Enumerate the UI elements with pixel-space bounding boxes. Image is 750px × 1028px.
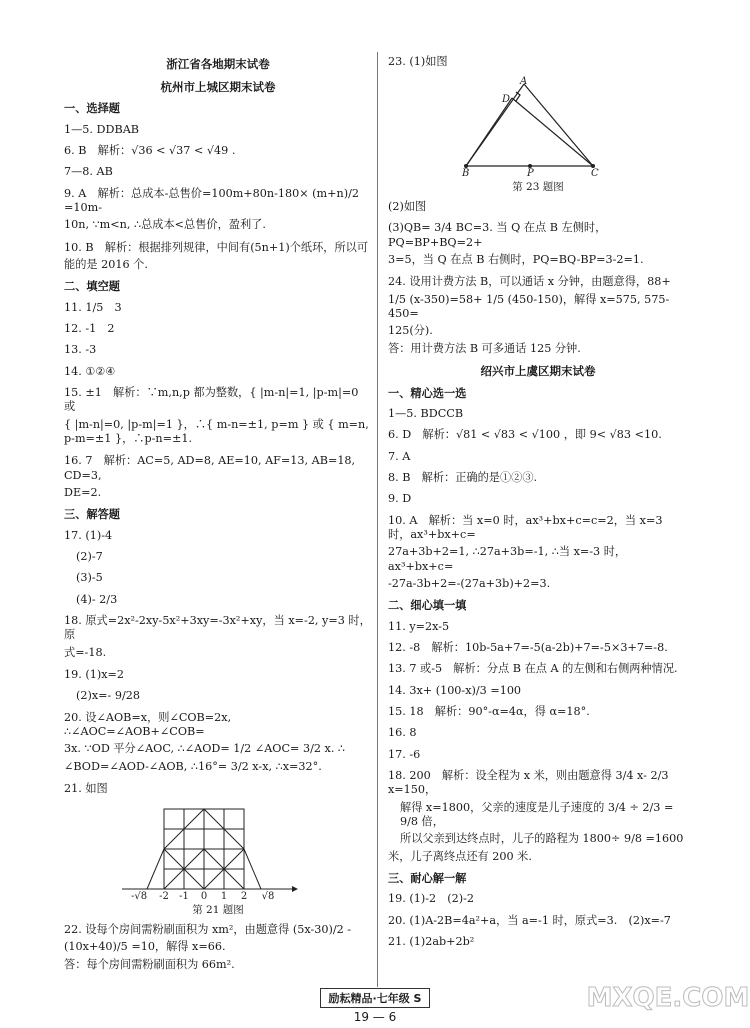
answer-10-line2: 能的是 2016 个. (64, 258, 148, 272)
fig21-label-neg2: -2 (159, 891, 169, 903)
fig23-label-D: D (502, 94, 511, 106)
answer-16-line1: 16. 7 解析：AC=5, AD=8, AE=10, AF=13, AB=18, CD=3, (64, 454, 356, 482)
figure-23 (388, 76, 688, 180)
answer-9-line1: 9. A 解析：总成本-总售价=100m+80n-180× (m+n)/2 =10m- (64, 186, 359, 215)
fig21-label-0: 0 (200, 891, 208, 903)
answer-16 (64, 454, 372, 500)
answer-15 (64, 386, 372, 446)
answer-s-19: 19. (1)-2 (2)-2 (388, 892, 475, 906)
answer-19-1: 19. (1)x=2 (64, 667, 124, 681)
answer-9-line2: 10n, ∵m<n, ∴总成本<总售价，盈利了. (64, 218, 266, 232)
answer-22 (64, 923, 372, 972)
answer-24-line3: 125(分). (388, 324, 433, 338)
fig21-label-2: 2 (240, 891, 248, 903)
left-column (64, 55, 372, 980)
answer-s-18-line4: 米，儿子离终点还有 200 米. (388, 849, 532, 863)
answer-22-line2: (10x+40)/5 =10，解得 x=66. (64, 940, 226, 954)
answer-22-line1: 22. 设每个房间需粉刷面积为 xm²，由题意得 (5x-30)/2 - (64, 923, 352, 937)
heading-fill-2: 二、细心填一填 (388, 599, 467, 613)
answer-s-6: 6. D 解析：√81 < √83 < √100 ，即 9< √83 <10. (388, 428, 662, 442)
answer-s-7: 7. A (388, 449, 411, 463)
answer-s-8: 8. B 解析：正确的是①②③. (388, 471, 538, 485)
answer-s-18 (388, 769, 688, 864)
answer-23-3-line2: 3=5，当 Q 在点 B 右侧时，PQ=BQ-BP=3-2=1. (388, 253, 644, 267)
column-divider (377, 52, 378, 987)
answer-23-1: 23. (1)如图 (388, 55, 448, 68)
number-line-grid-figure (64, 803, 364, 903)
answer-s-18-line1: 18. 200 解析：设全程为 x 米，则由题意得 3/4 x- 2/3 x=150， (388, 769, 669, 797)
section-title-hangzhou: 杭州市上城区期末试卷 (160, 79, 276, 94)
answer-s-16: 16. 8 (388, 726, 417, 740)
answer-s-10-line1: 10. A 解析：当 x=0 时，ax³+bx+c=c=2，当 x=3 时，ax³+bx+c= (388, 513, 663, 542)
answer-23-3-line1: (3)QB= 3/4 BC=3. 当 Q 在点 B 左侧时，PQ=BP+BQ=2+ (388, 221, 607, 249)
answer-1-5: 1—5. DDBAB (64, 122, 139, 136)
heading-solve-2: 三、耐心解一解 (388, 871, 467, 885)
answer-23-2: (2)如图 (388, 200, 427, 214)
answer-19-2: (2)x=- 9/28 (76, 689, 140, 703)
answer-s-10-line3: -27a-3b+2=-(27a+3b)+2=3. (388, 577, 551, 591)
answer-15-line1: 15. ±1 解析：∵m,n,p 都为整数，{ |m-n|=1, |p-m|=0 或 (64, 386, 359, 414)
answer-s-15: 15. 18 解析：90°-α=4α，得 α=18°. (388, 705, 590, 719)
answer-18 (64, 614, 372, 660)
watermark-text: MXQE.COM (586, 983, 750, 1013)
answer-7-8: 7—8. AB (64, 165, 113, 179)
answer-17-1: 17. (1)-4 (64, 528, 113, 542)
answer-24 (388, 275, 688, 356)
answer-9 (64, 187, 372, 233)
fig23-label-P: P (527, 168, 534, 180)
answer-17-2: (2)-7 (76, 549, 103, 563)
answer-24-line2: 1/5 (x-350)=58+ 1/5 (450-150)，解得 x=575, 575-450= (388, 292, 670, 321)
answer-s-20: 20. (1)A-2B=4a²+a，当 a=-1 时，原式=3. (2)x=-7 (388, 913, 671, 927)
figure-23-caption: 第 23 题图 (512, 180, 564, 193)
brand-label: 励耘精品·七年级 S (320, 988, 431, 1008)
answer-21: 21. 如图 (64, 781, 108, 795)
answer-s-10-line2: 27a+3b+2=1, ∴27a+3b=-1, ∴当 x=-3 时，ax³+bx+c= (388, 545, 627, 573)
watermark-logo (586, 968, 750, 1018)
answer-18-line2: 式=-18. (64, 645, 107, 659)
answer-18-line1: 18. 原式=2x²-2xy-5x²+3xy=-3x²+xy，当 x=-2, y=3 时，原 (64, 613, 371, 642)
answer-22-line3: 答：每个房间需粉刷面积为 66m². (64, 957, 235, 971)
answer-17-4: (4)- 2/3 (76, 592, 118, 606)
answer-24-line1: 24. 设用计费方法 B，可以通话 x 分钟，由题意得，88+ (388, 275, 671, 289)
fig21-label-root8: √8 (261, 891, 275, 903)
answer-13: 13. -3 (64, 343, 97, 357)
answer-s-17: 17. -6 (388, 747, 421, 761)
answer-6: 6. B 解析：√36 < √37 < √49 . (64, 144, 236, 158)
figure-21 (64, 803, 372, 903)
triangle-figure (388, 76, 688, 180)
answer-23-3 (388, 221, 688, 267)
answer-20-line3: ∠BOD=∠AOD-∠AOB, ∴16°= 3/2 x-x, ∴x=32°. (64, 759, 322, 773)
answer-s-13: 13. 7 或-5 解析：分点 B 在点 A 的左侧和右侧两种情况. (388, 662, 678, 676)
answer-10-line1: 10. B 解析：根据排列规律，中间有(5n+1)个纸环，所以可 (64, 240, 369, 254)
answer-17-3: (3)-5 (76, 571, 103, 585)
heading-choice-2: 一、精心选一选 (388, 386, 467, 400)
fig23-label-A: A (520, 76, 528, 88)
right-column (388, 55, 688, 956)
answer-s-18-line2: 解得 x=1800，父亲的速度是儿子速度的 3/4 ÷ 2/3 = 9/8 倍， (400, 800, 674, 828)
answer-s-1-5: 1—5. BDCCB (388, 407, 464, 421)
answer-s-21: 21. (1)2ab+2b² (388, 934, 475, 948)
answer-20 (64, 711, 372, 774)
answer-s-18-line3: 所以父亲到达终点时，儿子的路程为 1800÷ 9/8 =1600 (400, 832, 684, 846)
answer-24-line4: 答：用计费方法 B 可多通话 125 分钟. (388, 341, 581, 355)
answer-16-line2: DE=2. (64, 486, 102, 499)
heading-solve: 三、解答题 (64, 508, 120, 522)
page-number: 19 — 6 (353, 1010, 397, 1024)
answer-15-line2: { |m-n|=0, |p-m|=1 }，∴{ m-n=±1, p=m } 或 { m=n, p-m=±1 }，∴p-n=±1. (64, 417, 369, 446)
figure-21-caption: 第 21 题图 (192, 903, 244, 916)
answer-20-line1: 20. 设∠AOB=x，则∠COB=2x, ∴∠AOC=∠AOB+∠COB= (64, 710, 232, 738)
fig21-label-neg1: -1 (179, 891, 189, 903)
heading-choice: 一、选择题 (64, 102, 120, 116)
answer-14: 14. ①②④ (64, 364, 116, 378)
answer-11: 11. 1/5 3 (64, 300, 122, 314)
section-title-shaoxing: 绍兴市上虞区期末试卷 (480, 364, 596, 379)
answer-20-line2: 3x. ∵OD 平分∠AOC, ∴∠AOD= 1/2 ∠AOC= 3/2 x. ∴ (64, 742, 346, 756)
fig23-label-B: B (462, 168, 470, 180)
answer-s-14: 14. 3x+ (100-x)/3 =100 (388, 683, 522, 697)
answer-s-12: 12. -8 解析：10b-5a+7=-5(a-2b)+7=-5×3+7=-8. (388, 641, 668, 655)
section-title-zhejiang: 浙江省各地期末试卷 (166, 57, 270, 71)
answer-s-11: 11. y=2x-5 (388, 619, 450, 633)
answer-s-9: 9. D (388, 492, 412, 506)
answer-s-10 (388, 514, 688, 592)
fig21-label-1: 1 (220, 891, 228, 903)
answer-12: 12. -1 2 (64, 322, 115, 336)
fig23-label-C: C (591, 168, 599, 180)
heading-fill: 二、填空题 (64, 280, 120, 294)
fig21-label-neg-root8: -√8 (130, 891, 148, 903)
answer-10 (64, 241, 372, 273)
